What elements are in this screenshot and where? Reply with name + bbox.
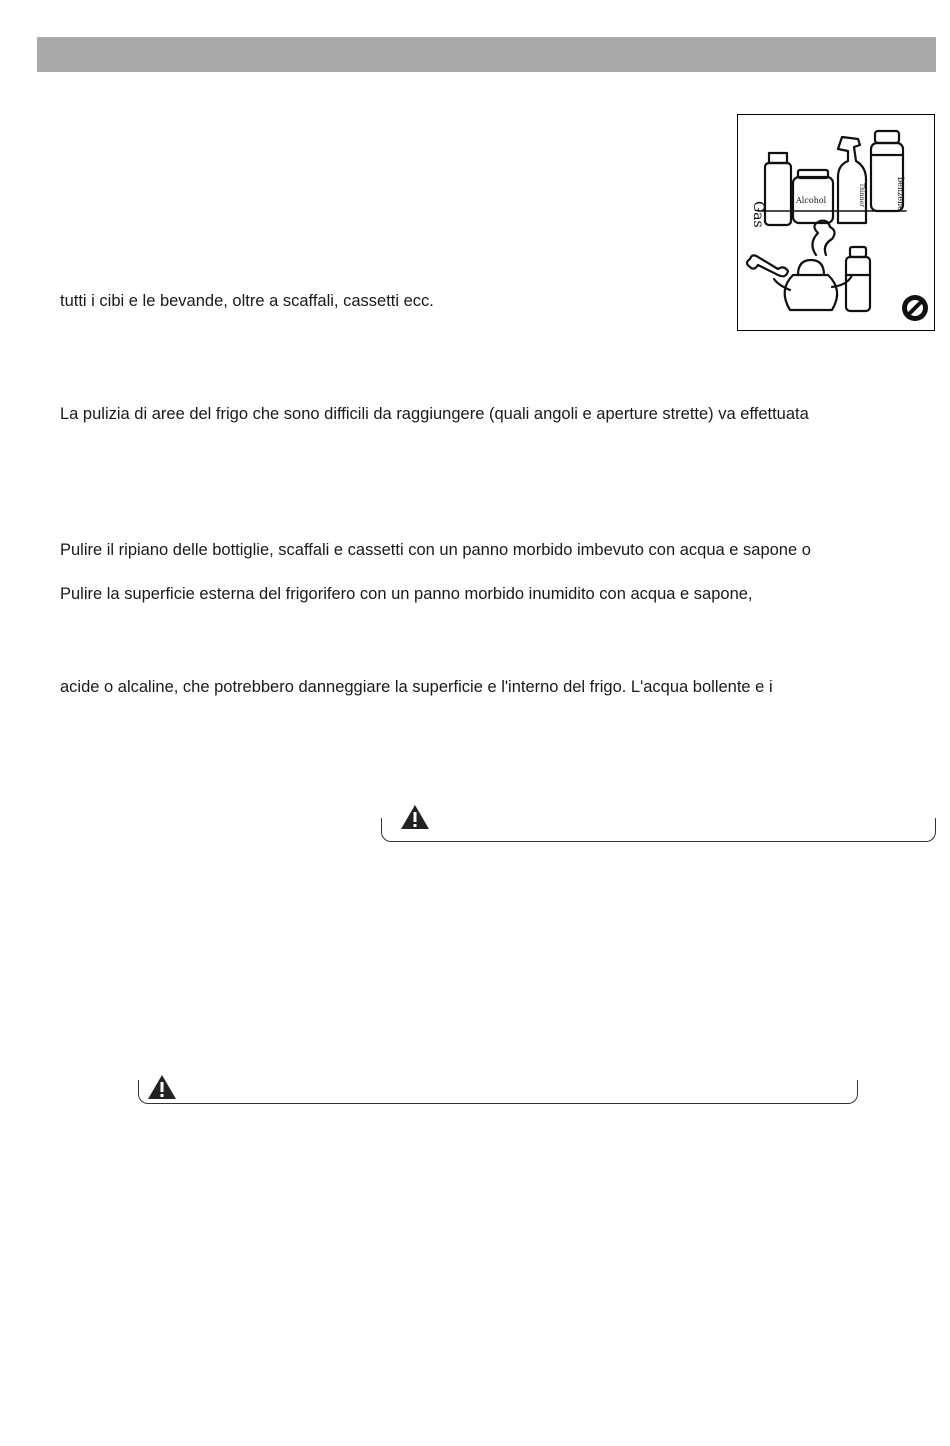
text-line-3: Pulire il ripiano delle bottiglie, scaffali e cassetti con un panno morbido imbevuto con acqua e sapone o bbox=[60, 541, 811, 559]
warning-triangle-icon bbox=[400, 804, 430, 830]
alcohol-label: Alcohol bbox=[796, 196, 827, 205]
header-bar bbox=[37, 37, 936, 72]
chemicals-illustration bbox=[737, 114, 935, 331]
text-line-1: tutti i cibi e le bevande, oltre a scaffali, cassetti ecc. bbox=[60, 292, 434, 310]
warning-box-2 bbox=[138, 1080, 858, 1104]
prohibited-icon bbox=[902, 295, 928, 321]
gas-label: Gas bbox=[750, 201, 766, 228]
text-line-5: acide o alcaline, che potrebbero danneggiare la superficie e l'interno del frigo. L'acqua bollente e i bbox=[60, 678, 773, 696]
warning-triangle-icon bbox=[147, 1074, 177, 1100]
thinner-label: Thinner bbox=[858, 183, 865, 207]
benzene-label: benzene bbox=[896, 177, 905, 211]
text-line-2: La pulizia di aree del frigo che sono difficili da raggiungere (quali angoli e aperture strette) va effettuata bbox=[60, 405, 809, 423]
chemicals-illustration-icon bbox=[738, 115, 936, 332]
text-line-4: Pulire la superficie esterna del frigorifero con un panno morbido inumidito con acqua e sapone, bbox=[60, 585, 753, 603]
warning-box-1 bbox=[381, 818, 936, 842]
